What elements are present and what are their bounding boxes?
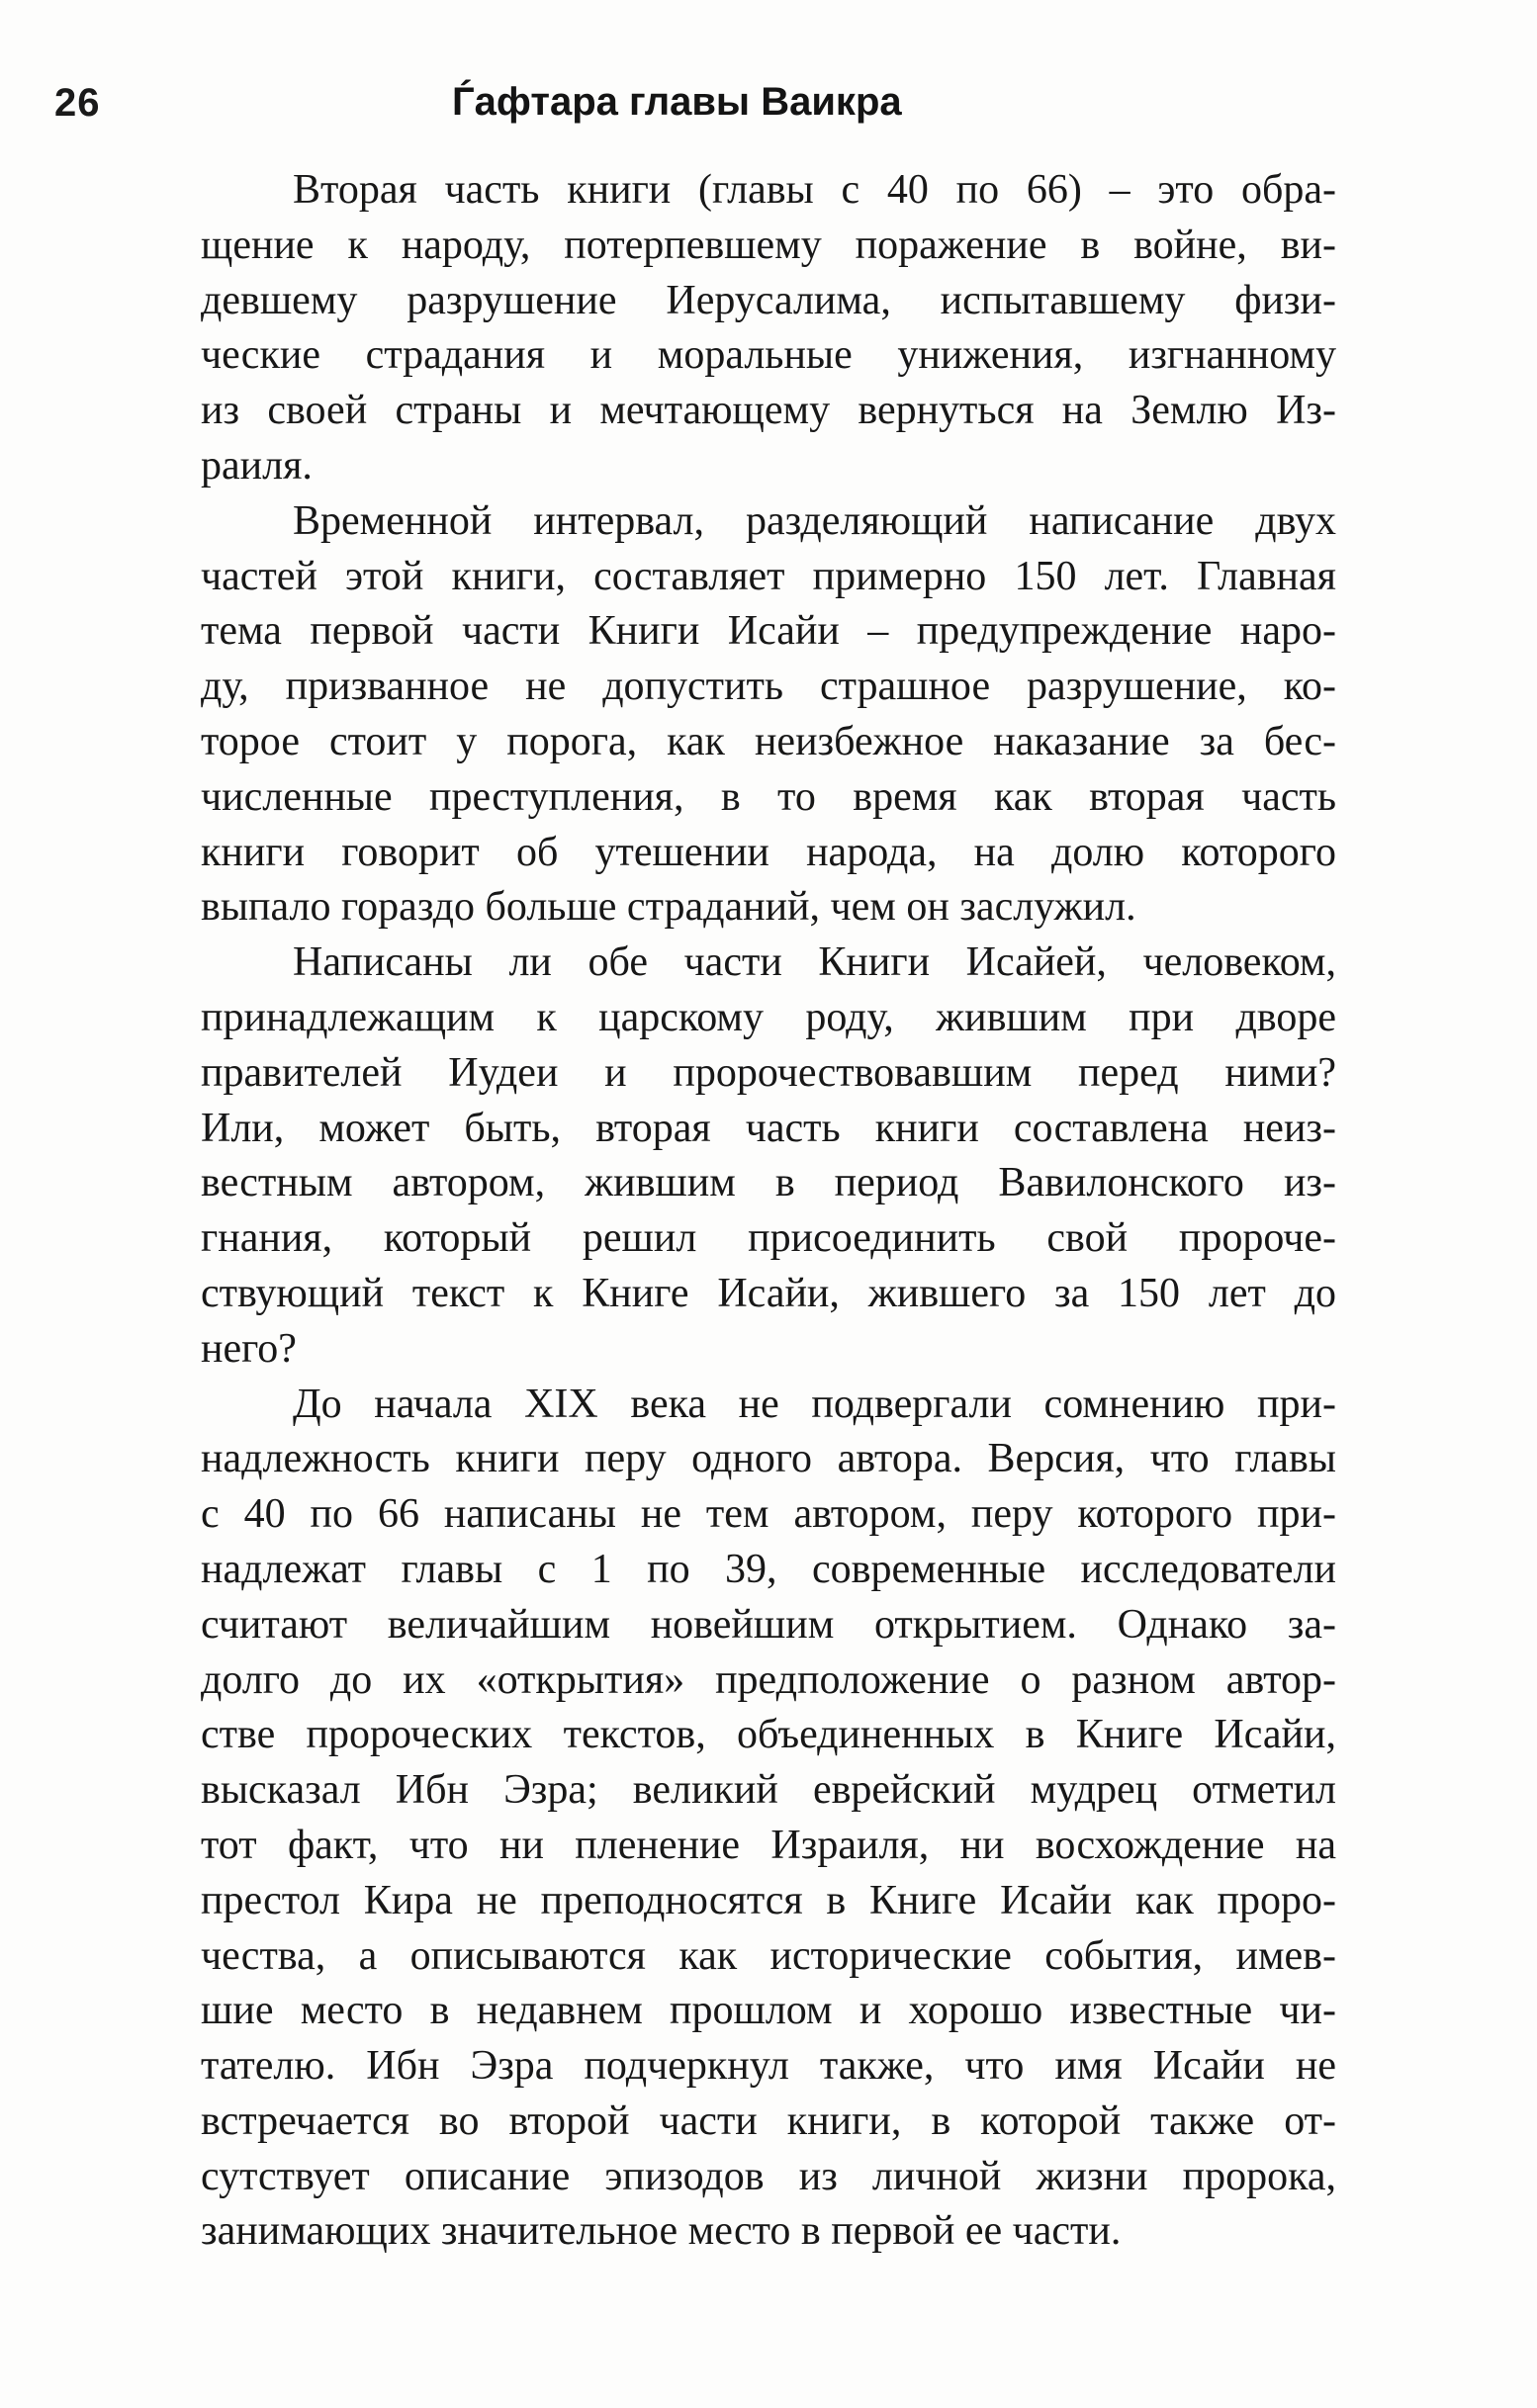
text-line: щение к народу, потерпевшему поражение в войне, ви-: [201, 222, 1336, 268]
text-line: гнания, который решил присоединить свой пророче-: [201, 1215, 1336, 1262]
text-line: сутствует описание эпизодов из личной жизни пророка,: [201, 2153, 1336, 2199]
text-line: надлежность книги перу одного автора. Версия, что главы: [201, 1436, 1336, 1482]
text-line: него?: [201, 1325, 297, 1372]
text-line: Вторая часть книги (главы с 40 по 66) – это обра-: [293, 167, 1336, 213]
text-line: девшему разрушение Иерусалима, испытавшему физи-: [201, 277, 1336, 323]
body-text: [201, 163, 1336, 2260]
page-number: 26: [54, 81, 101, 125]
text-line: правителей Иудеи и пророчествовавшим перед ними?: [201, 1049, 1336, 1096]
text-line: Написаны ли обе части Книги Исайей, человеком,: [293, 939, 1336, 986]
text-line: надлежат главы с 1 по 39, современные исследователи: [201, 1546, 1336, 1592]
text-line: ствующий текст к Книге Исайи, жившего за 150 лет до: [201, 1270, 1336, 1316]
text-line: вестным автором, жившим в период Вавилонского из-: [201, 1160, 1336, 1206]
text-line: считают величайшим новейшим открытием. Однако за-: [201, 1601, 1336, 1648]
text-line: принадлежащим к царскому роду, жившим при дворе: [201, 994, 1336, 1040]
text-line: частей этой книги, составляет примерно 150 лет. Главная: [201, 553, 1336, 599]
text-line: торое стоит у порога, как неизбежное наказание за бес-: [201, 718, 1336, 764]
text-line: престол Кира не преподносятся в Книге Исайи как проро-: [201, 1877, 1336, 1923]
text-line: книги говорит об утешении народа, на долю которого: [201, 829, 1336, 875]
text-line: долго до их «открытия» предположение о разном автор-: [201, 1656, 1336, 1703]
text-line: встречается во второй части книги, в которой также от-: [201, 2097, 1336, 2144]
text-line: ческие страдания и моральные унижения, изгнанному: [201, 332, 1336, 379]
text-line: ду, призванное не допустить страшное разрушение, ко-: [201, 664, 1336, 710]
text-line: тателю. Ибн Эзра подчеркнул также, что имя Исайи не: [201, 2043, 1336, 2090]
text-line: с 40 по 66 написаны не тем автором, перу которого при-: [201, 1491, 1336, 1538]
text-line: выпало гораздо больше страданий, чем он заслужил.: [201, 884, 1136, 931]
text-line: До начала XIX века не подвергали сомнению при-: [293, 1381, 1336, 1427]
text-line: шие место в недавнем прошлом и хорошо известные чи-: [201, 1988, 1336, 2034]
text-line: из своей страны и мечтающему вернуться на Землю Из-: [201, 388, 1336, 434]
text-line: чества, а описываются как исторические события, имев-: [201, 1932, 1336, 1979]
text-line: Временной интервал, разделяющий написание двух: [293, 497, 1336, 544]
text-line: раиля.: [201, 442, 313, 489]
running-header-title: Ѓафтара главы Ваикра: [452, 80, 902, 124]
text-line: занимающих значительное место в первой ее части.: [201, 2208, 1122, 2255]
text-line: тот факт, что ни пленение Израиля, ни восхождение на: [201, 1822, 1336, 1868]
text-line: высказал Ибн Эзра; великий еврейский мудрец отметил: [201, 1767, 1336, 1814]
text-line: численные преступления, в то время как вторая часть: [201, 773, 1336, 820]
text-line: Или, может быть, вторая часть книги составлена неиз-: [201, 1105, 1336, 1151]
text-line: стве пророческих текстов, объединенных в Книге Исайи,: [201, 1712, 1336, 1758]
text-line: тема первой части Книги Исайи – предупреждение наро-: [201, 608, 1336, 655]
